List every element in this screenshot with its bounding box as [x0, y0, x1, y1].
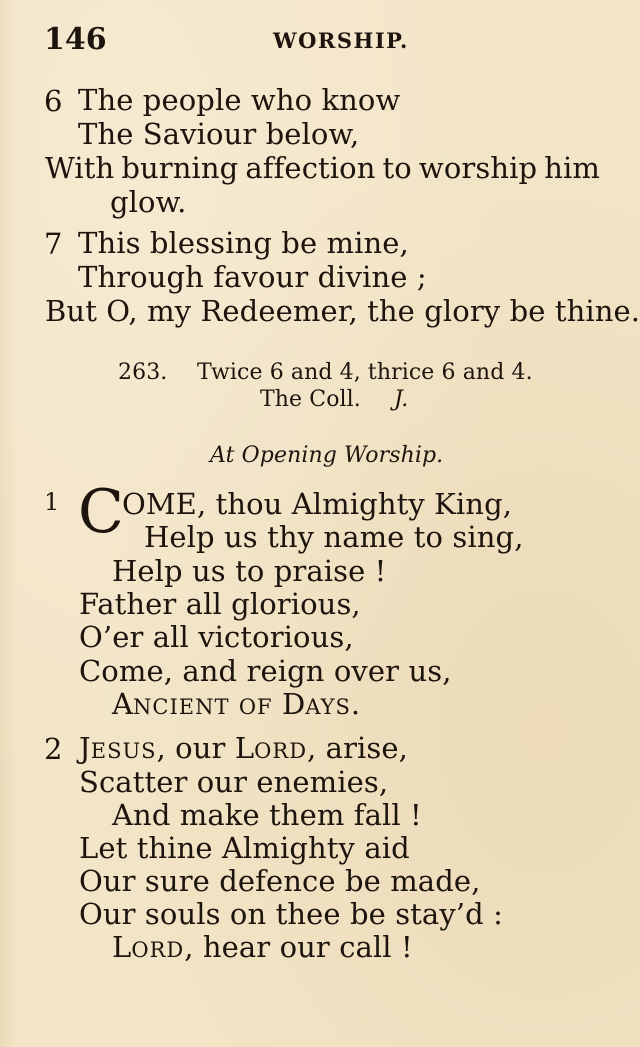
verse-number: 6 — [44, 84, 63, 118]
word: burning — [121, 151, 239, 185]
verse-line: Scatter our enemies, — [79, 765, 389, 799]
verse-line: Father all glorious, — [79, 587, 361, 621]
verse-line: Through favour divine ; — [78, 260, 427, 294]
word: him — [544, 151, 600, 185]
verse-line: Our souls on thee be stay’d : — [79, 897, 503, 931]
verse-line: The Saviour below, — [78, 117, 360, 151]
verse-line: Help us to praise ! — [112, 554, 387, 588]
word: worship — [418, 151, 538, 185]
verse-line: Our sure defence be made, — [79, 864, 481, 898]
verse-line: glow. — [110, 185, 187, 219]
verse-line-smallcaps: LORD, hear our call ! — [112, 930, 413, 964]
tune-mark: J. — [394, 387, 409, 412]
verse-line: OME, thou Almighty King, — [122, 487, 513, 521]
verse-line: But O, my Redeemer, the glory be thine. — [45, 294, 640, 328]
word: to — [382, 151, 412, 185]
word: With — [45, 151, 115, 185]
word: affection — [245, 151, 376, 185]
page-number: 146 — [44, 22, 107, 57]
verse-line: And make them fall ! — [112, 798, 422, 832]
running-title: WORSHIP. — [273, 28, 409, 53]
verse-line: O’er all victorious, — [79, 620, 354, 654]
verse-line: The people who know — [78, 83, 401, 117]
tune-name: The Coll. — [260, 387, 361, 412]
hymn-meter: Twice 6 and 4, thrice 6 and 4. — [197, 360, 533, 385]
verse-line-smallcaps: JESUS, our LORD, arise, — [79, 731, 408, 765]
verse-line-justified — [45, 152, 600, 185]
verse-line-smallcaps: ANCIENT OF DAYS. — [112, 687, 361, 721]
drop-cap: C — [78, 477, 124, 547]
verse-line: Come, and reign over us, — [79, 654, 452, 688]
verse-line: This blessing be mine, — [78, 226, 409, 260]
verse-number: 2 — [44, 732, 63, 766]
verse-line: Help us thy name to sing, — [144, 520, 524, 554]
verse-number: 1 — [44, 488, 60, 516]
hymn-number: 263. — [118, 360, 168, 385]
verse-line: Let thine Almighty aid — [79, 831, 410, 865]
verse-number: 7 — [44, 227, 63, 261]
hymn-occasion: At Opening Worship. — [210, 443, 444, 468]
